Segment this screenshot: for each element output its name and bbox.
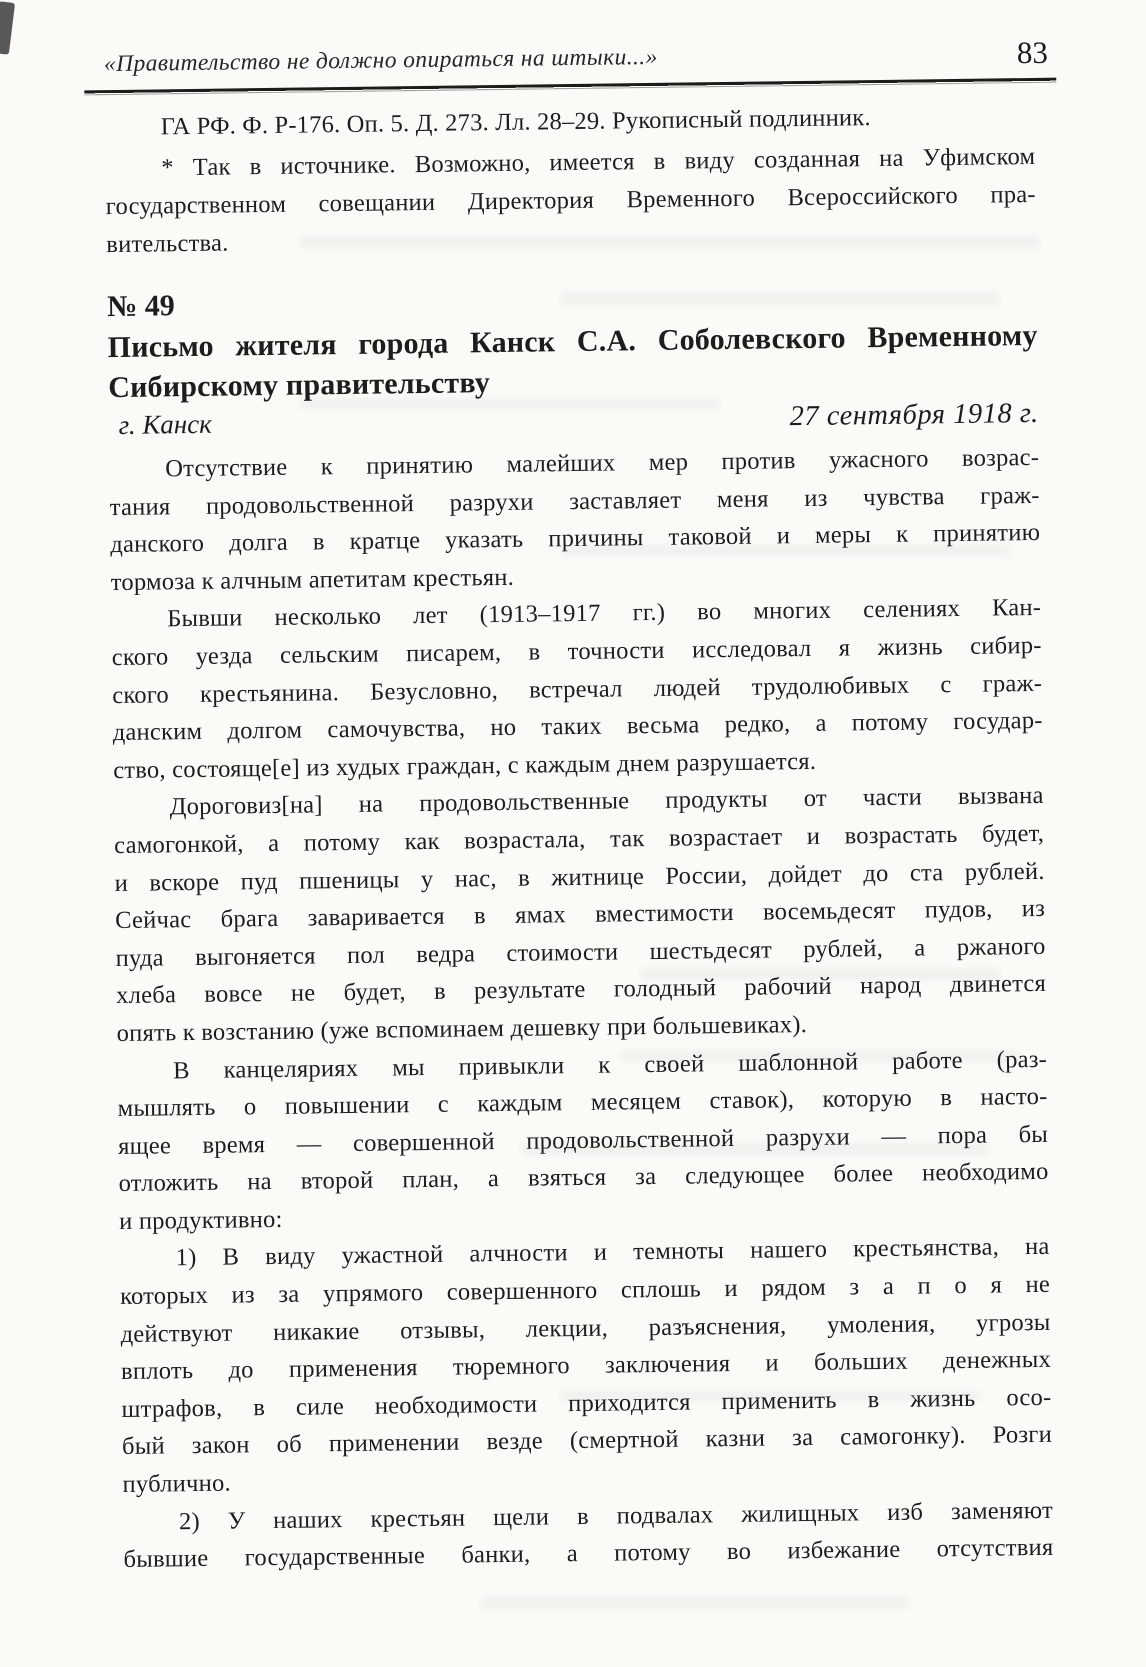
- text-line: 1) В виду ужастной алчности и темноты нашего крестьянства, на: [175, 1233, 1050, 1272]
- page-number: 83: [1016, 34, 1049, 71]
- text-line: вплоть до применения тюремного заключения и больших денежных: [120, 1346, 1052, 1386]
- text-line: опять к возстанию (уже вспоминаем дешевку при большевиках).: [116, 1010, 808, 1047]
- text-line: пуда выгоняется пол ведра стоимости шестьдесят рублей, а ржаного: [115, 932, 1046, 972]
- text-line: В канцеляриях мы привыкли к своей шаблонной работе (раз-: [172, 1045, 1048, 1084]
- text-line: самогонкой, а потому как возрастала, так возрастает и возрастать будет,: [114, 819, 1045, 860]
- letter-body: [109, 439, 1054, 1579]
- text-line: Сибирскому правительству: [107, 366, 491, 405]
- text-line: которых из за упрямого совершенного сплошь и рядом з а п о я не: [119, 1270, 1051, 1311]
- text-line: ство, состояще[е] из худых граждан, с каждым днем разрушается.: [113, 747, 817, 784]
- text-line: и вскоре пуд пшеницы у нас, в житнице России, дойдет до ста рублей.: [114, 857, 1045, 897]
- text-line: публично.: [122, 1469, 232, 1499]
- text-line: ского уезда сельским писарем, в точности исследовал я жизнь сибир-: [111, 631, 1042, 672]
- text-line: бый закон об применении везде (смертной казни за самогонку). Розги: [121, 1421, 1053, 1461]
- scan-artifact: [480, 1597, 910, 1609]
- text-line: ского крестьянина. Безусловно, встречал людей трудолюбивых с граж-: [112, 669, 1043, 709]
- text-line: * Так в источнике. Возможно, имеется в виду созданная на Уфимском: [161, 142, 1036, 182]
- text-line: тормоза к алчным апетитам крестьян.: [110, 563, 515, 596]
- text-line: мышлять о повышении с каждым месяцем ставок), которую в насто-: [117, 1082, 1048, 1123]
- text-line: ящее время — совершенной продовольственной разрухи — пора бы: [117, 1120, 1049, 1160]
- running-header: [103, 34, 1049, 80]
- place-label: г. Канск: [118, 408, 213, 440]
- text-line: штрафов, в силе необходимости приходится применить в жизнь осо-: [121, 1383, 1052, 1423]
- text-line: хлеба вовсе не будет, в результате голодный рабочий народ двинется: [115, 970, 1047, 1010]
- text-line: данского долга в кратце указать причины таковой и меры к принятию: [110, 519, 1041, 559]
- text-line: данским долгом самочувства, но таких весьма редко, а потому государ-: [112, 707, 1043, 747]
- text-line: государственном совещании Директория Временного Всероссийского пра-: [105, 180, 1036, 221]
- text-line: бывшие государственные банки, а потому во избежание отсутствия: [123, 1534, 1054, 1574]
- document-title: [107, 316, 1038, 408]
- text-line: и продуктивно:: [118, 1205, 283, 1235]
- document-number: № 49: [106, 289, 176, 324]
- text-line: действуют никакие отзывы, лекции, разъяснения, умоления, угрозы: [120, 1308, 1051, 1348]
- date-label: 27 сентября 1918 г.: [789, 397, 1039, 433]
- header-rule: [84, 78, 1056, 96]
- text-line: Письмо жителя города Канск С.А. Соболевского Временному: [107, 318, 1038, 365]
- running-head-title: «Правительство не должно опираться на штыки...»: [103, 43, 658, 78]
- text-line: 2) У наших крестьян щели в подвалах жилищных изб заменяют: [178, 1496, 1054, 1535]
- text-line: Дороговиз[на] на продовольственные продукты от части вызвана: [169, 782, 1044, 821]
- archive-reference: ГА РФ. Ф. Р-176. Оп. 5. Д. 273. Лл. 28–29. Рукописный подлинник.: [160, 104, 871, 141]
- text-line: Отсутствие к принятию малейших мер против ужасного возрас-: [165, 443, 1040, 483]
- text-line: тания продовольственной разрухи заставляет меня из чувства граж-: [109, 481, 1040, 521]
- text-line: отложить на второй план, а взяться за следующее более необходимо: [118, 1158, 1049, 1198]
- source-footnote: [105, 138, 1036, 264]
- text-line: Бывши несколько лет (1913–1917 гг.) во многих селениях Кан-: [167, 594, 1042, 633]
- text-line: Сейчас брага заваривается в ямах вместимости восемьдесят пудов, из: [115, 895, 1046, 935]
- text-line: вительства.: [106, 229, 229, 259]
